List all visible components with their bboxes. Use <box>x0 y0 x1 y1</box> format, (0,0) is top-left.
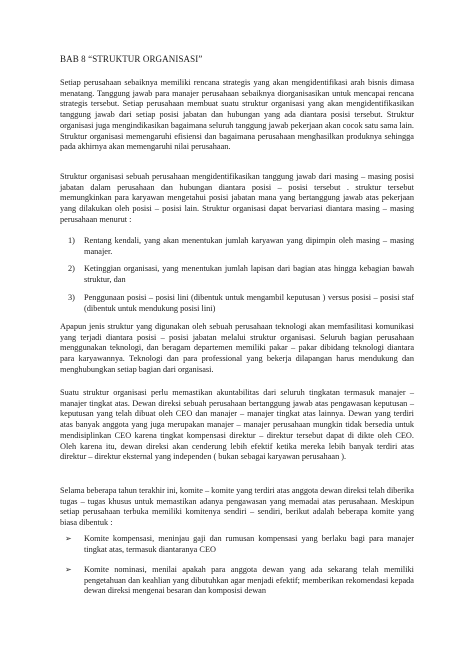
paragraph-intro: Setiap perusahaan sebaiknya memiliki rencana strategis yang akan mengidentifikasi arah bisnis dimasa menatang. Tanggung jawab para manajer perusahaan sebaiknya diorganisasikan untuk mencapai rencana strategis tersebut. Setiap perusahaan membuat suatu struktur organisasi yang akan mengidentifikasikan tanggung jawab dari setiap posisi jabatan dan hubungan yang ada diantara posisi tersebut. Struktur organisasi juga mengindikasikan bagaimana seluruh tanggung jawab pekerjaan akan cocok satu sama lain. Struktur organisasi memengaruhi efisiensi dan bagaimana perusahaan menghasilkan produknya sehingga pada akhirnya akan memengaruhi nilai perusahaan. <box>60 78 414 152</box>
list-item-text: Komite kompensasi, meninjau gaji dan rumusan kompensasi yang berlaku bagi para manajer tingkat atas, termasuk diantaranya CEO <box>84 534 414 554</box>
list-number: 3) <box>68 293 75 302</box>
chapter-title: BAB 8 “STRUKTUR ORGANISASI” <box>60 54 203 64</box>
list-item <box>68 264 414 285</box>
list-item-text: Rentang kendali, yang akan menentukan jumlah karyawan yang dipimpin oleh masing – masing manajer. <box>84 236 414 256</box>
list-item <box>68 236 414 257</box>
paragraph-technology: Apapun jenis struktur yang digunakan oleh sebuah perusahaan teknologi akan memfasilitasi komunikasi yang terjadi diantara posisi – posisi jabatan melalui struktur organisasi. Seluruh bagian perusahaan menggunakan teknologi, dan beragam departemen memiliki pakar – pakar dibidang teknologi diantara para karyawannya. Teknologi dan para professional yang bekerja dilapangan harus mendukung dan menghubungkan setiap bagian dari organisasi. <box>60 322 414 374</box>
arrow-bullet-icon: ➢ <box>65 565 72 574</box>
list-item-text: Ketinggian organisasi, yang menentukan jumlah lapisan dari bagian atas hingga kebagian bawah struktur, dan <box>84 264 414 284</box>
list-number: 2) <box>68 264 75 273</box>
list-item-text: Penggunaan posisi – posisi lini (dibentuk untuk mengambil keputusan ) versus posisi – posisi staf (dibentuk untuk mendukung posisi lini) <box>84 293 414 313</box>
list-number: 1) <box>68 236 75 245</box>
list-item <box>68 293 414 314</box>
list-item <box>65 565 414 597</box>
paragraph-accountability: Suatu struktur organisasi perlu memastikan akuntabilitas dari seluruh tingkatan termasuk manajer – manajer tingkat atas. Dewan direksi sebuah perusahaan bertanggung jawab atas pengawasan keputusan – keputusan yang telah dibuat oleh CEO dan manajer – manajer tingkat atas lainnya. Dewan yang terdiri atas banyak anggota yang juga merupakan manajer – manajer perusahaan mungkin tidak bersedia untuk mendisiplinkan CEO karena tingkat kompensasi direktur – direktur tersebut dapat di dikte oleh CEO. Oleh karena itu, dewan direksi akan cenderung lebih efektif ketika mereka lebih banyak terdiri atas direktur – direktur eksternal yang independen ( bukan sebagai karyawan perusahaan ). <box>60 388 414 462</box>
arrow-bullet-icon: ➢ <box>65 534 72 543</box>
paragraph-structure: Struktur organisasi sebuah perusahaan mengidentifikasikan tanggung jawab dari masing – masing posisi jabatan dalam perusahaan dan hubungan diantara posisi – posisi tersebut . struktur tersebut memungkinkan para karyawan mengetahui posisi jabatan mana yang bertanggung jawab atas pekerjaan yang dilakukan oleh posisi – posisi lain. Struktur organisasi dapat bervariasi diantara masing – masing perusahaan menurut : <box>60 172 414 224</box>
list-item <box>65 534 414 555</box>
list-item-text: Komite nominasi, menilai apakah para anggota dewan yang ada sekarang telah memiliki pengetahuan dan keahlian yang dibutuhkan agar menjadi efektif; memberikan rekomendasi kepada dewan direksi mengenai besaran dan komposisi dewan <box>84 565 414 596</box>
paragraph-committees: Selama beberapa tahun terakhir ini, komite – komite yang terdiri atas anggota dewan direksi telah diberika tugas – tugas khusus untuk memastikan adanya pengawasan yang memadai atas perusahaan. Meskipun setiap perusahaan terbuka memiliki komitenya sendiri – sendiri, berikut adalah beberapa komite yang biasa dibentuk : <box>60 486 414 528</box>
